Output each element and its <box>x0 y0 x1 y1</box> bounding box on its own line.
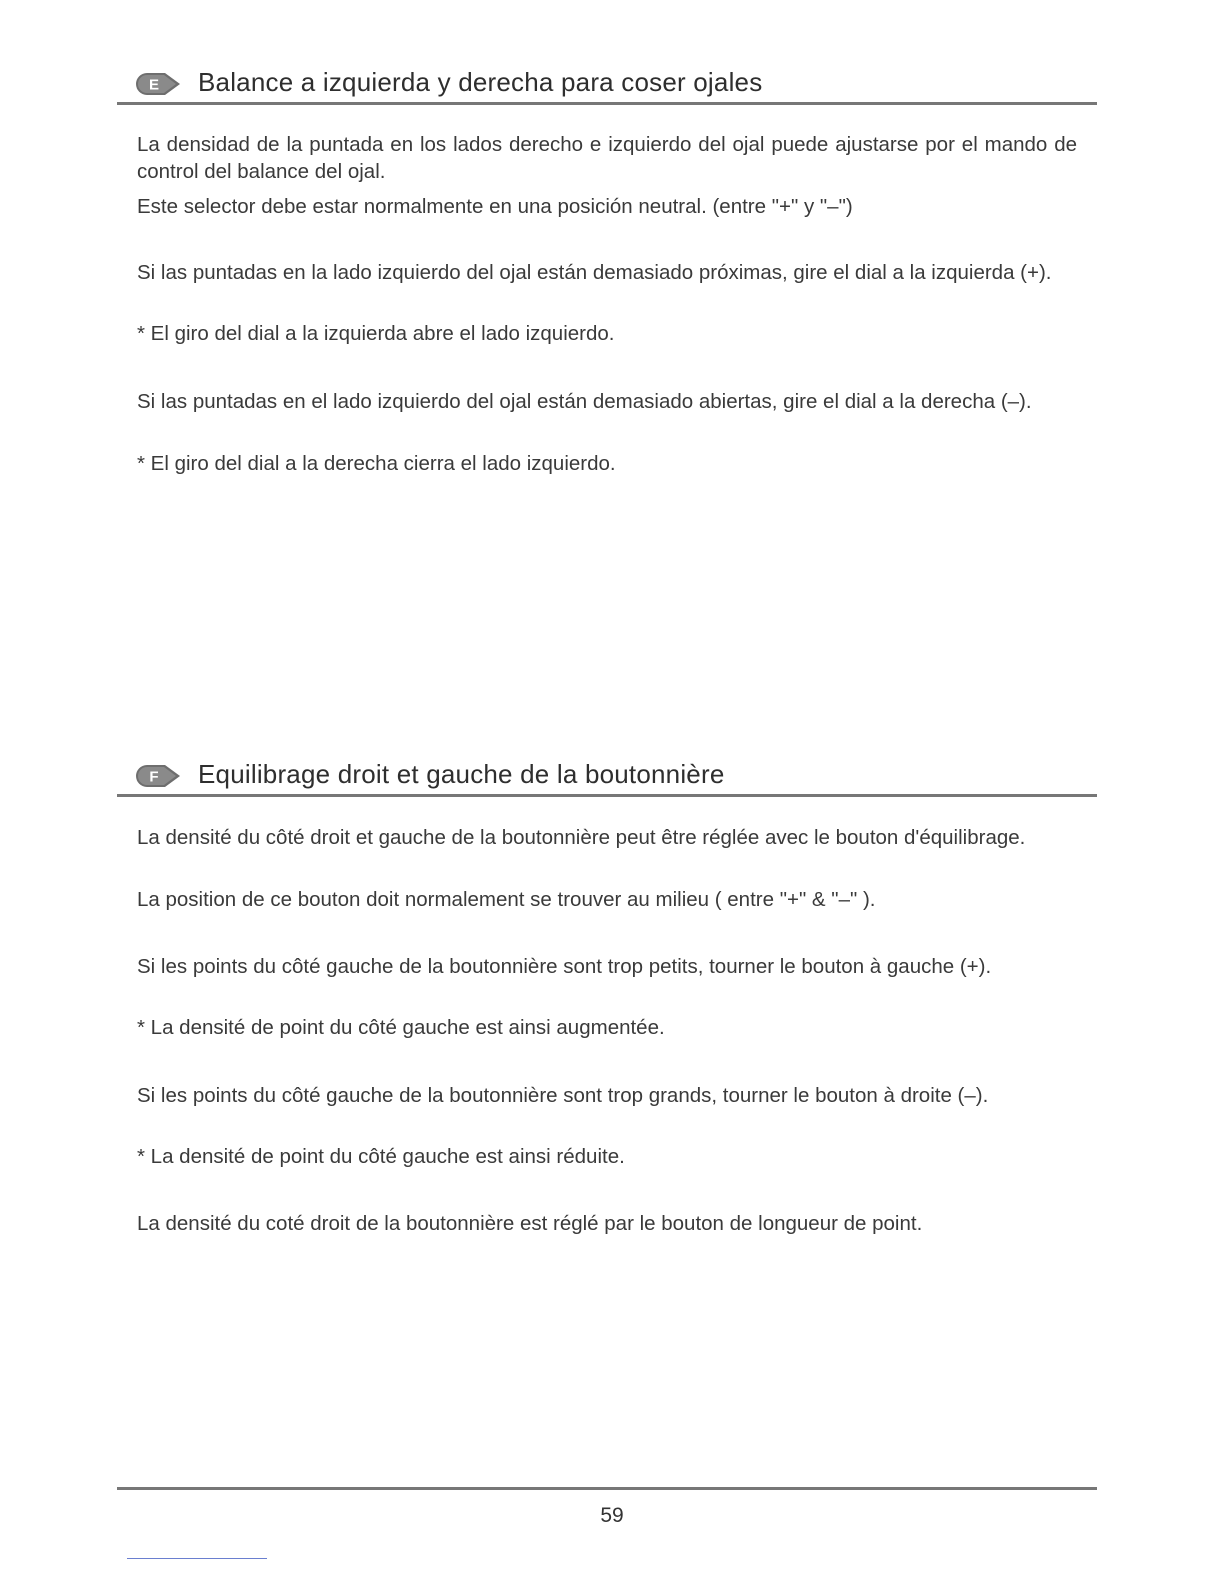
paragraph: Si les points du côté gauche de la boutonnière sont trop grands, tourner le bouton à droite (–). <box>137 1084 989 1107</box>
paragraph: La densité du côté droit et gauche de la boutonnière peut être réglée avec le bouton d'équilibrage. <box>137 826 1026 849</box>
section-header-spanish <box>117 66 1097 105</box>
paragraph: Si las puntadas en el lado izquierdo del ojal están demasiado abiertas, gire el dial a la derecha (–). <box>137 390 1032 413</box>
paragraph: Si les points du côté gauche de la boutonnière sont trop petits, tourner le bouton à gauche (+). <box>137 955 992 978</box>
paragraph: Este selector debe estar normalmente en una posición neutral. (entre "+" y "–") <box>137 195 853 218</box>
paragraph: Si las puntadas en la lado izquierdo del ojal están demasiado próximas, gire el dial a la izquierda (+). <box>137 261 1052 284</box>
paragraph: La densité du coté droit de la boutonnière est réglé par le bouton de longueur de point. <box>137 1212 923 1235</box>
paragraph: La position de ce bouton doit normalement se trouver au milieu ( entre "+" & "–" ). <box>137 888 876 911</box>
paragraph: La densidad de la puntada en los lados derecho e izquierdo del ojal puede ajustarse por el mando de control del balance del ojal. <box>137 133 1077 183</box>
note: * La densité de point du côté gauche est ainsi augmentée. <box>137 1016 665 1039</box>
badge-letter: F <box>149 768 159 786</box>
badge-letter: E <box>148 76 160 94</box>
section-spanish <box>117 66 1097 105</box>
note: * El giro del dial a la derecha cierra el lado izquierdo. <box>137 452 616 475</box>
language-f-badge-icon <box>135 764 181 788</box>
page-number: 59 <box>600 1504 624 1527</box>
language-e-badge-icon <box>135 72 181 96</box>
section-header-french <box>117 758 1097 797</box>
section-title: Balance a izquierda y derecha para coser ojales <box>198 67 763 97</box>
divider <box>127 1558 267 1559</box>
footer-divider <box>117 1487 1097 1490</box>
section-french <box>117 758 1097 797</box>
note: * El giro del dial a la izquierda abre el lado izquierdo. <box>137 322 615 345</box>
note: * La densité de point du côté gauche est ainsi réduite. <box>137 1145 625 1168</box>
section-title: Equilibrage droit et gauche de la boutonnière <box>198 759 725 789</box>
